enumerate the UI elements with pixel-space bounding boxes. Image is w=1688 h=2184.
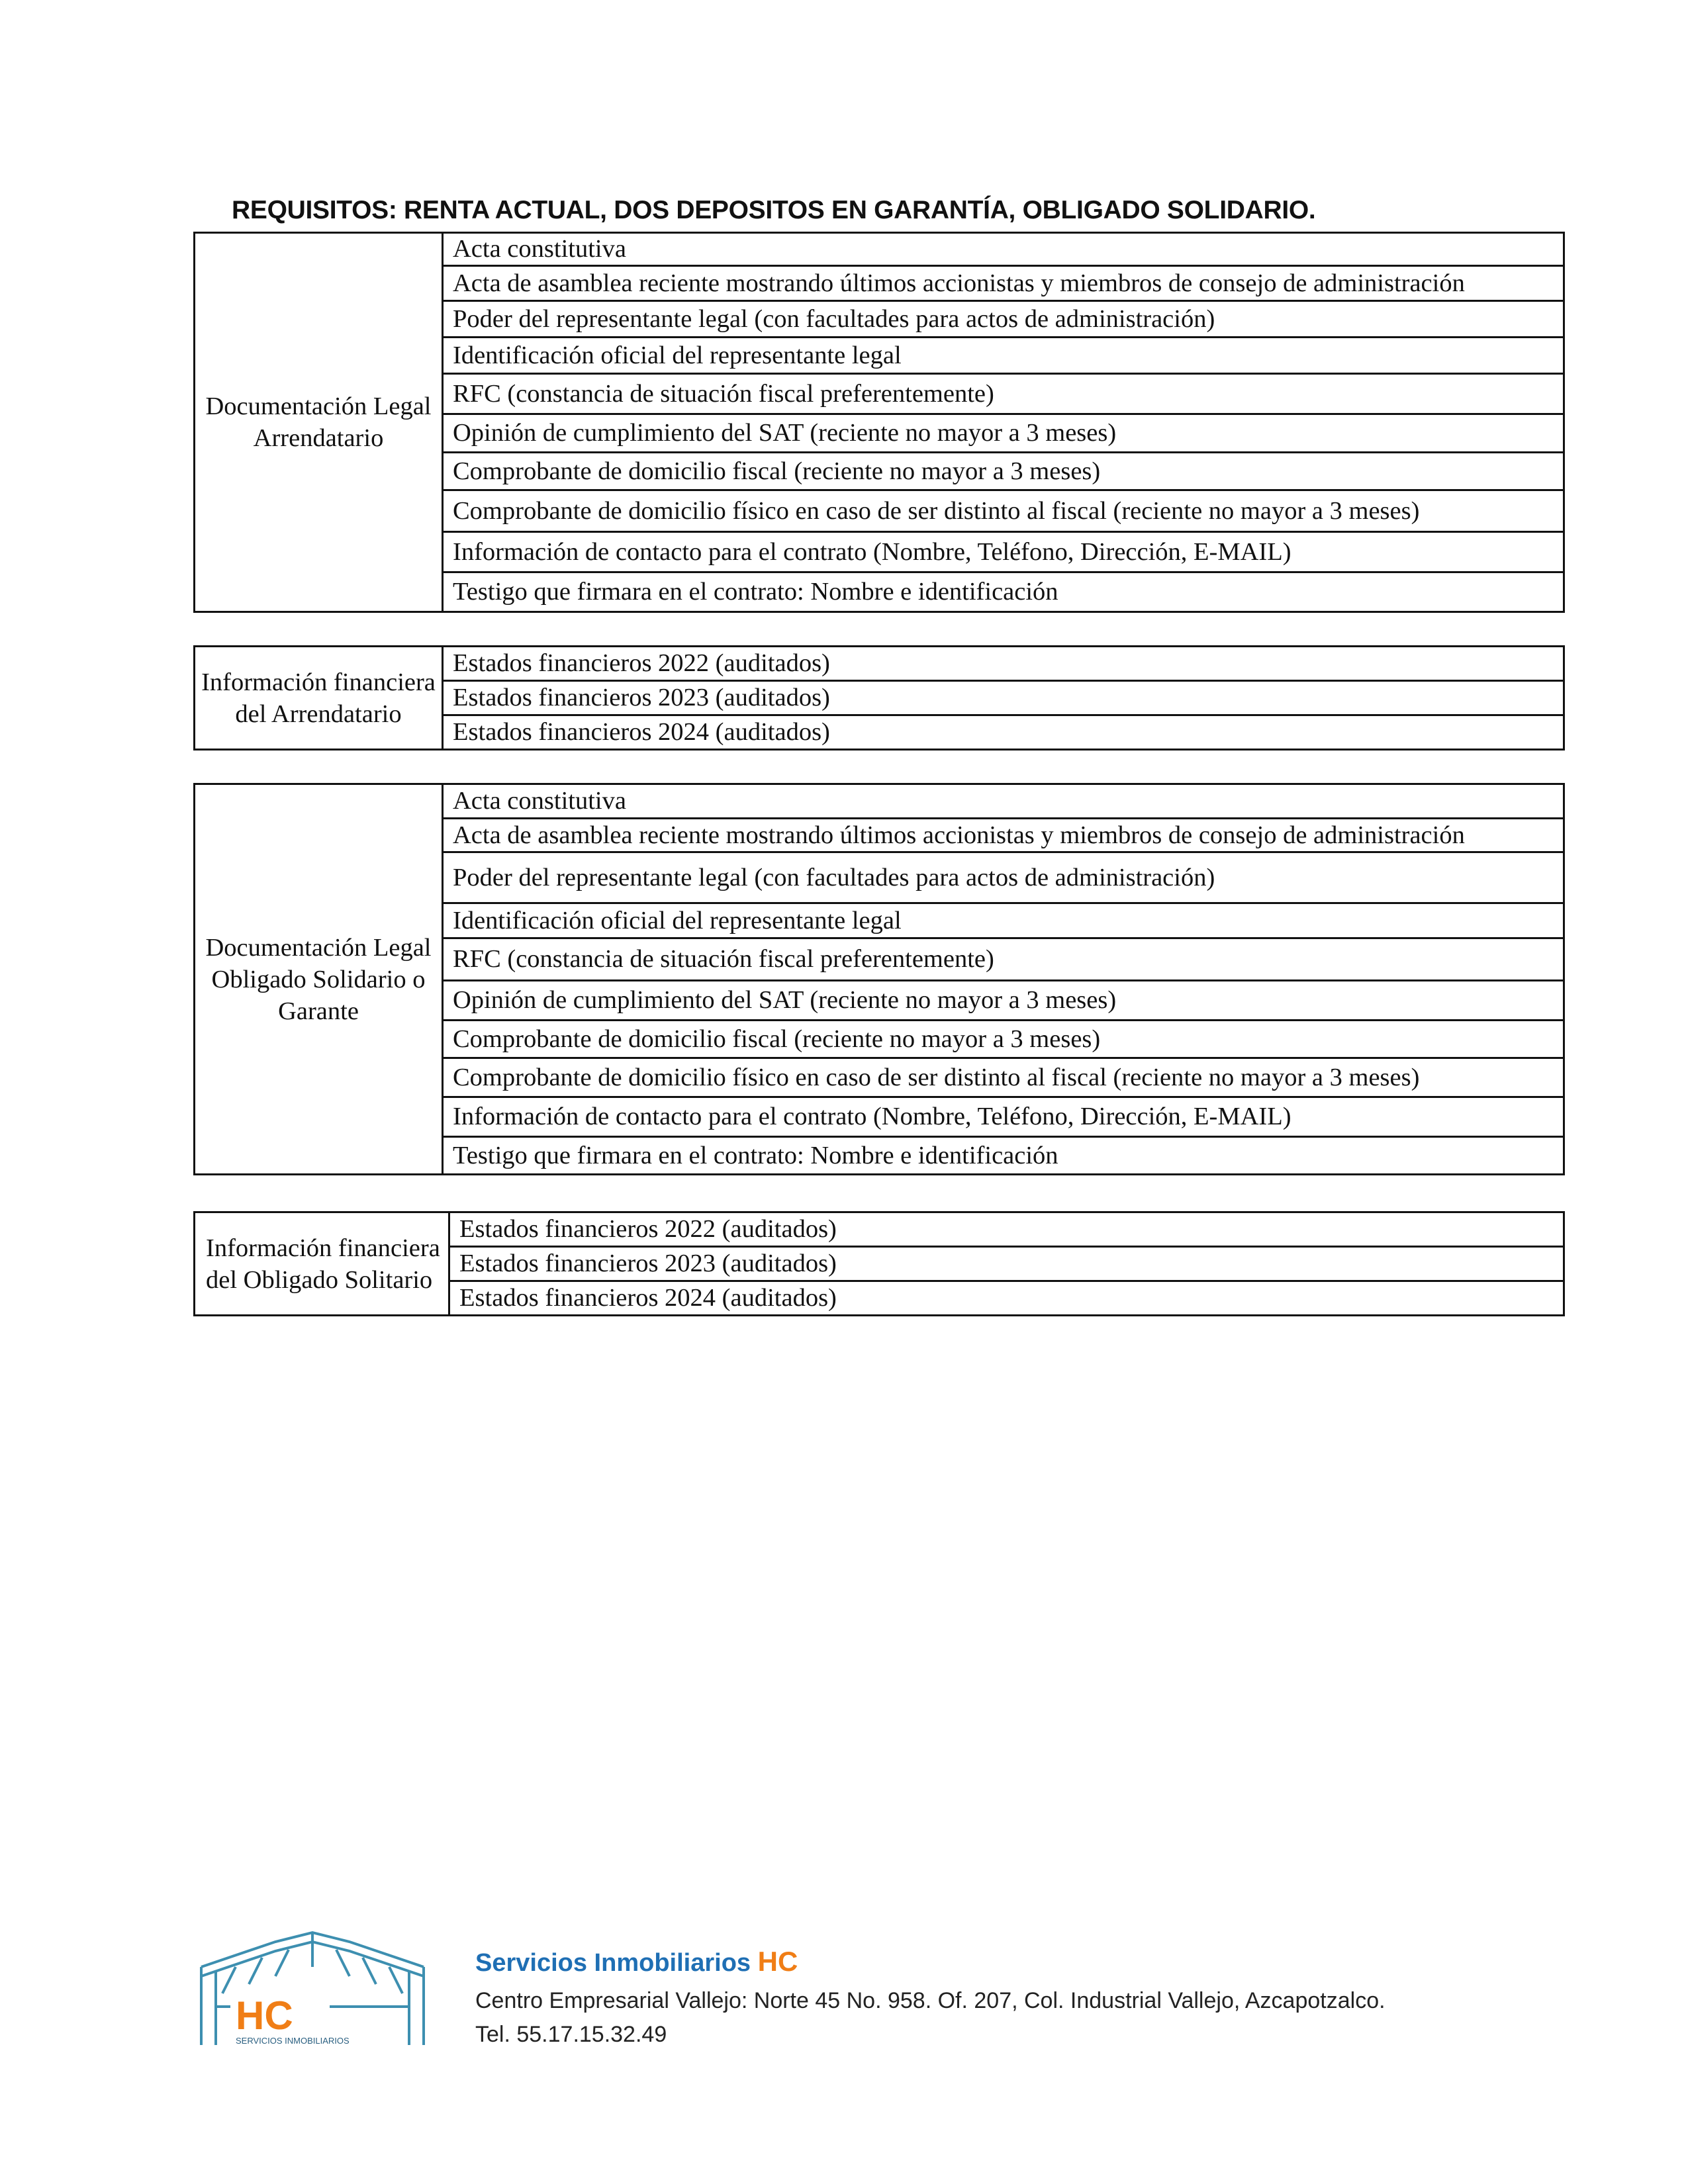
company-name-line <box>475 1946 1385 1978</box>
requirement-item: RFC (constancia de situación fiscal preferentemente) <box>443 374 1564 414</box>
table-financiera-arrendatario <box>193 645 1565 751</box>
company-phone: Tel. 55.17.15.32.49 <box>475 2022 667 2047</box>
requirement-item: Testigo que firmara en el contrato: Nombre e identificación <box>443 1137 1564 1175</box>
company-name: Servicios Inmobiliarios <box>475 1949 751 1977</box>
requirement-item: Estados financieros 2022 (auditados) <box>443 647 1564 681</box>
requirement-item: Opinión de cumplimiento del SAT (reciente no mayor a 3 meses) <box>443 981 1564 1021</box>
company-hc: HC <box>757 1946 798 1977</box>
table-legal-obligado <box>193 783 1565 1175</box>
requirement-item: Identificación oficial del representante legal <box>443 338 1564 374</box>
company-logo <box>196 1927 429 2046</box>
requirement-item: Estados financieros 2024 (auditados) <box>443 715 1564 750</box>
logo-subtext: SERVICIOS INMOBILIARIOS <box>236 2036 350 2046</box>
requirement-item: Información de contacto para el contrato (Nombre, Teléfono, Dirección, E-MAIL) <box>443 532 1564 572</box>
requirement-item: Estados financieros 2024 (auditados) <box>449 1281 1564 1316</box>
footer-contact <box>475 1946 1385 2048</box>
logo-graphic <box>196 1927 429 2046</box>
requirement-item: Información de contacto para el contrato (Nombre, Teléfono, Dirección, E-MAIL) <box>443 1097 1564 1137</box>
requirement-item: RFC (constancia de situación fiscal preferentemente) <box>443 938 1564 981</box>
table-financiera-obligado <box>193 1211 1565 1316</box>
category-cell: Información financiera del Obligado Solitario <box>195 1212 449 1316</box>
requirement-item: Testigo que firmara en el contrato: Nombre e identificación <box>443 572 1564 612</box>
requirement-item: Comprobante de domicilio fiscal (reciente no mayor a 3 meses) <box>443 1021 1564 1058</box>
page-heading: REQUISITOS: RENTA ACTUAL, DOS DEPOSITOS EN GARANTÍA, OBLIGADO SOLIDARIO. <box>232 196 1316 224</box>
category-cell: Información financiera del Arrendatario <box>195 647 443 750</box>
table-legal-arrendatario <box>193 232 1565 613</box>
requirement-item: Acta constitutiva <box>443 784 1564 819</box>
requirement-item: Opinión de cumplimiento del SAT (reciente no mayor a 3 meses) <box>443 414 1564 453</box>
requirement-item: Estados financieros 2023 (auditados) <box>449 1247 1564 1281</box>
requirement-item: Acta constitutiva <box>443 233 1564 266</box>
requirement-item: Acta de asamblea reciente mostrando últimos accionistas y miembros de consejo de administración <box>443 266 1564 301</box>
logo-text: HC <box>236 1993 293 2038</box>
requirement-item: Poder del representante legal (con facultades para actos de administración) <box>443 852 1564 903</box>
requirement-item: Comprobante de domicilio fiscal (reciente no mayor a 3 meses) <box>443 453 1564 490</box>
requirement-item: Estados financieros 2023 (auditados) <box>443 681 1564 715</box>
requirement-item: Poder del representante legal (con facultades para actos de administración) <box>443 301 1564 338</box>
requirement-item: Identificación oficial del representante legal <box>443 903 1564 938</box>
requirement-item: Comprobante de domicilio físico en caso de ser distinto al fiscal (reciente no mayor a 3 meses) <box>443 490 1564 532</box>
requirement-item: Comprobante de domicilio físico en caso de ser distinto al fiscal (reciente no mayor a 3 meses) <box>443 1058 1564 1097</box>
category-cell: Documentación Legal Obligado Solidario o Garante <box>195 784 443 1175</box>
requirement-item: Estados financieros 2022 (auditados) <box>449 1212 1564 1247</box>
requirement-item: Acta de asamblea reciente mostrando últimos accionistas y miembros de consejo de administración <box>443 819 1564 852</box>
category-cell: Documentación Legal Arrendatario <box>195 233 443 612</box>
company-address: Centro Empresarial Vallejo: Norte 45 No. 958. Of. 207, Col. Industrial Vallejo, Azcapotzalco. <box>475 1988 1385 2013</box>
